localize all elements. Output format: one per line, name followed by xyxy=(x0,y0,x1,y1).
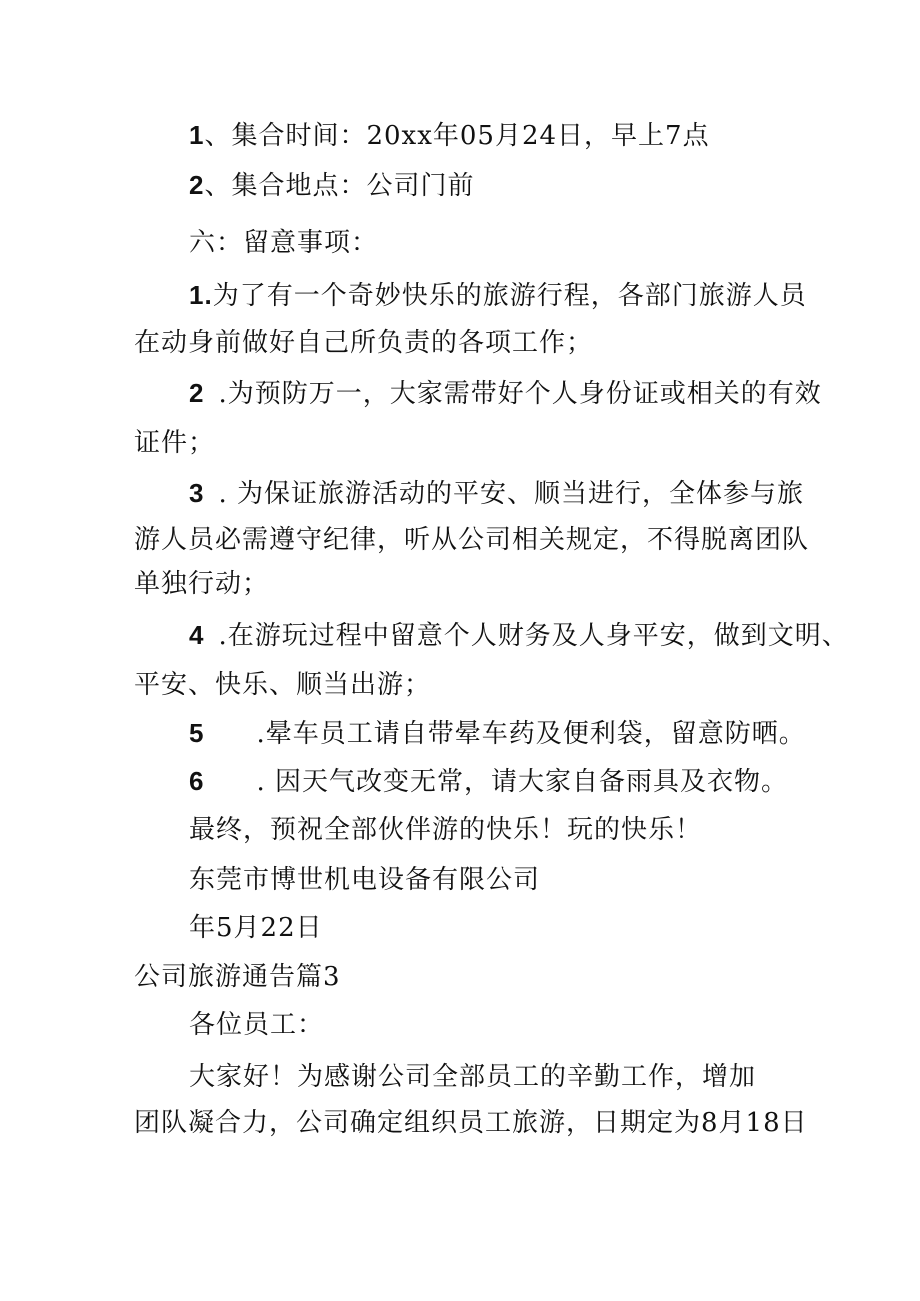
note-number: 3 xyxy=(189,478,205,508)
closing-line: 最终，预祝全部伙伴游的快乐！玩的快乐！ xyxy=(189,815,703,845)
body-paragraph-line: 大家好！为感谢公司全部员工的辛勤工作，增加 xyxy=(189,1062,757,1092)
note-number: 1. xyxy=(189,280,213,310)
note-number: 6 xyxy=(189,766,205,796)
assembly-time-line xyxy=(189,120,710,151)
item-number: 2 xyxy=(189,170,205,200)
note-item-2 xyxy=(189,378,822,409)
notes-heading: 六：留意事项： xyxy=(189,228,379,258)
note-item-4 xyxy=(189,620,849,651)
note-item-3-continuation: 单独行动； xyxy=(134,569,270,599)
body-paragraph-line: 团队凝合力，公司确定组织员工旅游，日期定为8月18日 xyxy=(134,1108,808,1138)
note-item-6 xyxy=(189,766,788,797)
note-item-1 xyxy=(189,280,807,311)
next-section-title: 公司旅游通告篇3 xyxy=(134,962,341,992)
note-text: .晕车员工请自带晕车药及便利袋，留意防晒。 xyxy=(256,719,806,749)
document-date: 年5月22日 xyxy=(189,913,323,943)
note-text: .为预防万一，大家需带好个人身份证或相关的有效 xyxy=(218,379,822,409)
assembly-time-text: 、集合时间：20xx年05月24日，早上7点 xyxy=(204,121,710,151)
note-item-1-continuation: 在动身前做好自己所负责的各项工作； xyxy=(134,328,594,358)
note-number: 5 xyxy=(189,718,205,748)
company-name: 东莞市博世机电设备有限公司 xyxy=(189,865,541,895)
note-number: 2 xyxy=(189,378,205,408)
note-item-3-continuation: 游人员必需遵守纪律，听从公司相关规定，不得脱离团队 xyxy=(134,525,810,555)
item-number: 1 xyxy=(189,120,205,150)
note-item-5 xyxy=(189,718,806,749)
note-item-3 xyxy=(189,478,804,509)
note-text: 为了有一个奇妙快乐的旅游行程，各部门旅游人员 xyxy=(212,281,807,311)
note-text: .在游玩过程中留意个人财务及人身平安，做到文明、 xyxy=(218,621,849,651)
salutation: 各位员工： xyxy=(189,1010,325,1040)
note-item-4-continuation: 平安、快乐、顺当出游； xyxy=(134,670,432,700)
assembly-place-line xyxy=(189,170,474,201)
note-item-2-continuation: 证件； xyxy=(134,428,216,458)
assembly-place-text: 、集合地点：公司门前 xyxy=(204,171,475,201)
note-text: . 为保证旅游活动的平安、顺当进行，全体参与旅 xyxy=(218,479,804,509)
note-text: . 因天气改变无常，请大家自备雨具及衣物。 xyxy=(256,767,788,797)
note-number: 4 xyxy=(189,620,205,650)
